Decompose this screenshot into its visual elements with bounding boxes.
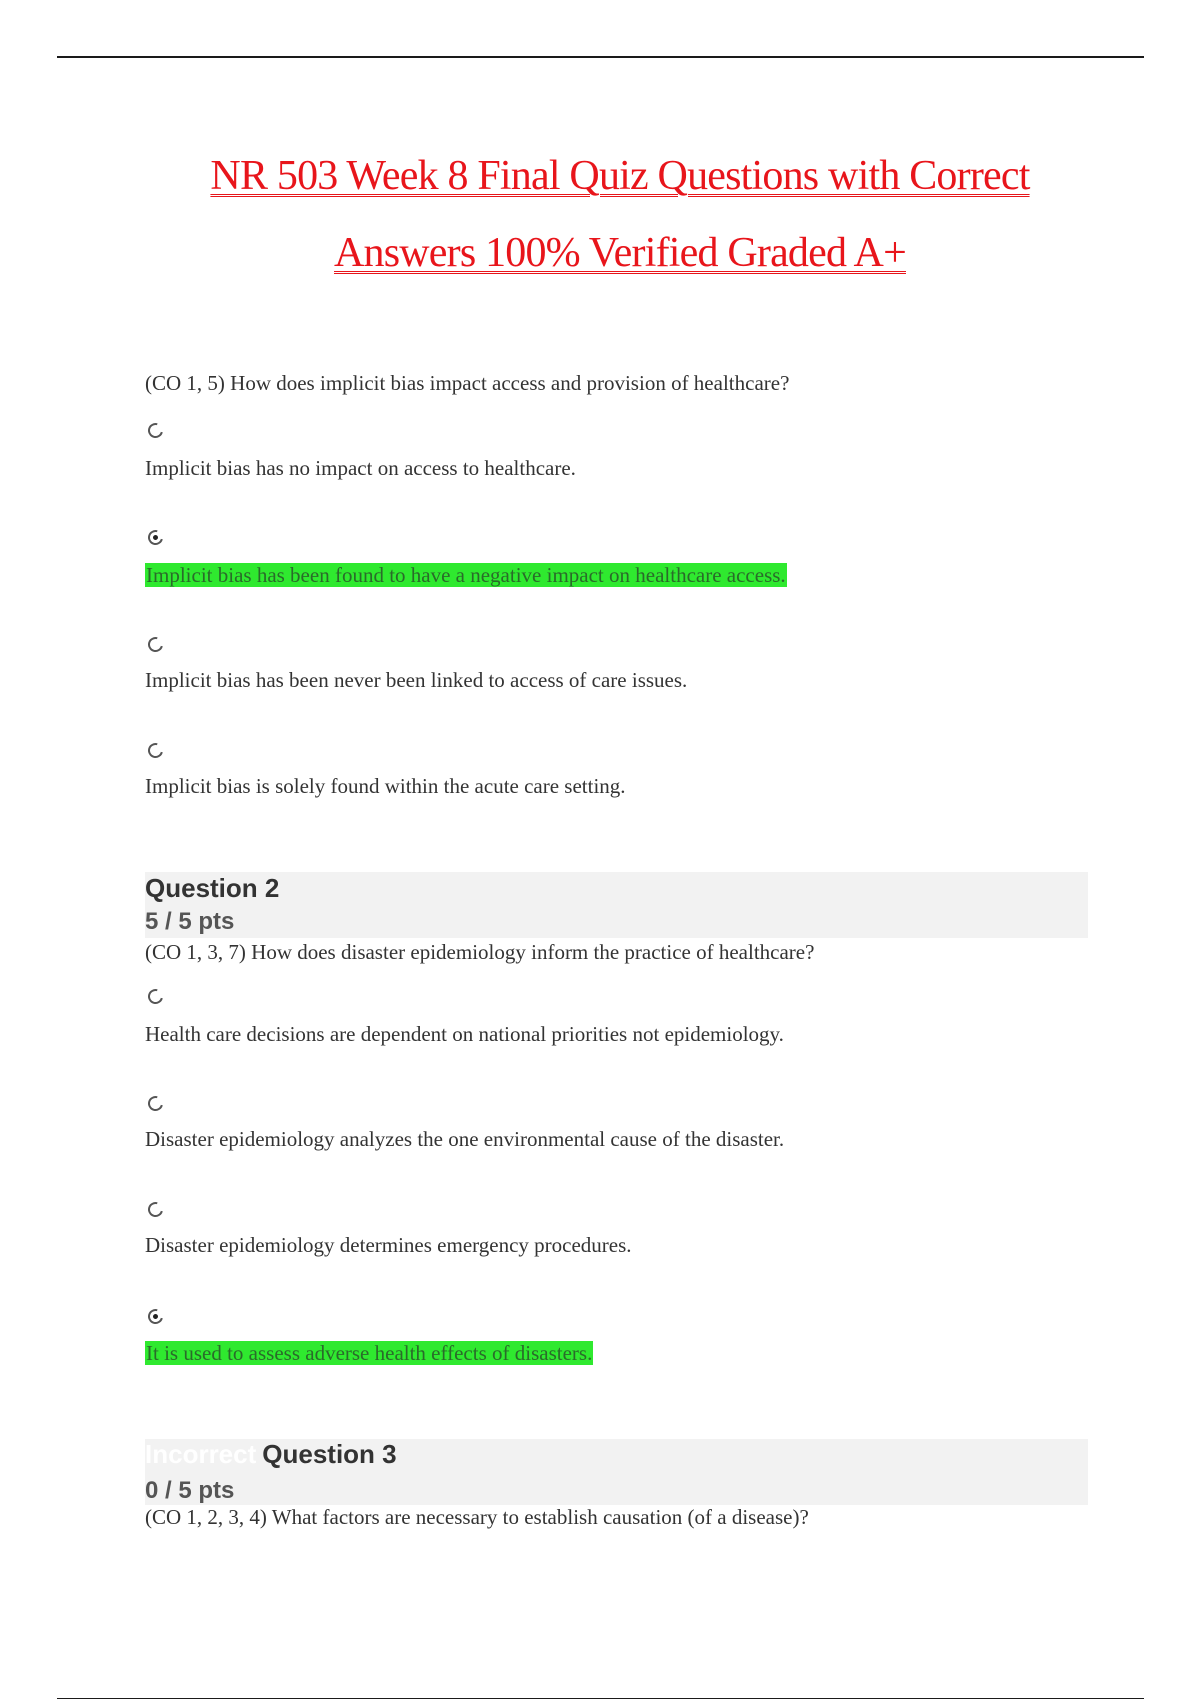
q1-option-4-text: Implicit bias is solely found within the acute care setting.: [145, 774, 626, 798]
q1-option-4-radio-icon[interactable]: [145, 740, 165, 760]
q1-option-3-text: Implicit bias has been never been linked to access of care issues.: [145, 668, 688, 692]
q1-option-1-text: Implicit bias has no impact on access to healthcare.: [145, 456, 576, 480]
q1-option-1-radio-icon[interactable]: [145, 420, 165, 440]
q1-option-3-radio-icon[interactable]: [145, 634, 165, 654]
q3-heading: Question 3: [262, 1439, 397, 1469]
q2-option-3-radio-icon[interactable]: [145, 1199, 165, 1219]
bottom-rule: [57, 1698, 1144, 1699]
q1-option-2-text: [145, 562, 787, 588]
q2-correct-answer-highlight: It is used to assess adverse health effects of disasters.: [146, 1341, 593, 1365]
document-title: [80, 138, 1160, 292]
q2-text: (CO 1, 3, 7) How does disaster epidemiology inform the practice of healthcare?: [145, 940, 815, 964]
q2-option-1-radio-icon[interactable]: [145, 986, 165, 1006]
q3-text: (CO 1, 2, 3, 4) What factors are necessary to establish causation (of a disease)?: [145, 1505, 809, 1529]
q1-text: (CO 1, 5) How does implicit bias impact access and provision of healthcare?: [145, 371, 790, 395]
q3-incorrect-tag: Incorrect: [145, 1439, 257, 1469]
q2-header-bar: [145, 872, 1088, 938]
q3-points: 0 / 5 pts: [145, 1477, 235, 1504]
q2-option-2-radio-icon[interactable]: [145, 1093, 165, 1113]
q2-option-2-text: Disaster epidemiology analyzes the one environmental cause of the disaster.: [145, 1127, 785, 1151]
title-line-1: NR 503 Week 8 Final Quiz Questions with Correct: [210, 153, 1030, 199]
q2-option-1-text: Health care decisions are dependent on national priorities not epidemiology.: [145, 1022, 784, 1046]
q2-option-3-text: Disaster epidemiology determines emergency procedures.: [145, 1233, 632, 1257]
q3-heading-row: [145, 1439, 397, 1470]
q2-heading: Question 2: [145, 873, 280, 903]
top-rule: [57, 56, 1144, 58]
title-line-2: Answers 100% Verified Graded A+: [334, 230, 906, 276]
q1-correct-answer-highlight: Implicit bias has been found to have a negative impact on healthcare access.: [146, 563, 786, 587]
q1-option-2-radio-selected-icon[interactable]: [145, 527, 165, 547]
q2-option-4-text: [145, 1340, 593, 1366]
q2-points: 5 / 5 pts: [145, 908, 235, 935]
q2-option-4-radio-selected-icon[interactable]: [145, 1306, 165, 1326]
